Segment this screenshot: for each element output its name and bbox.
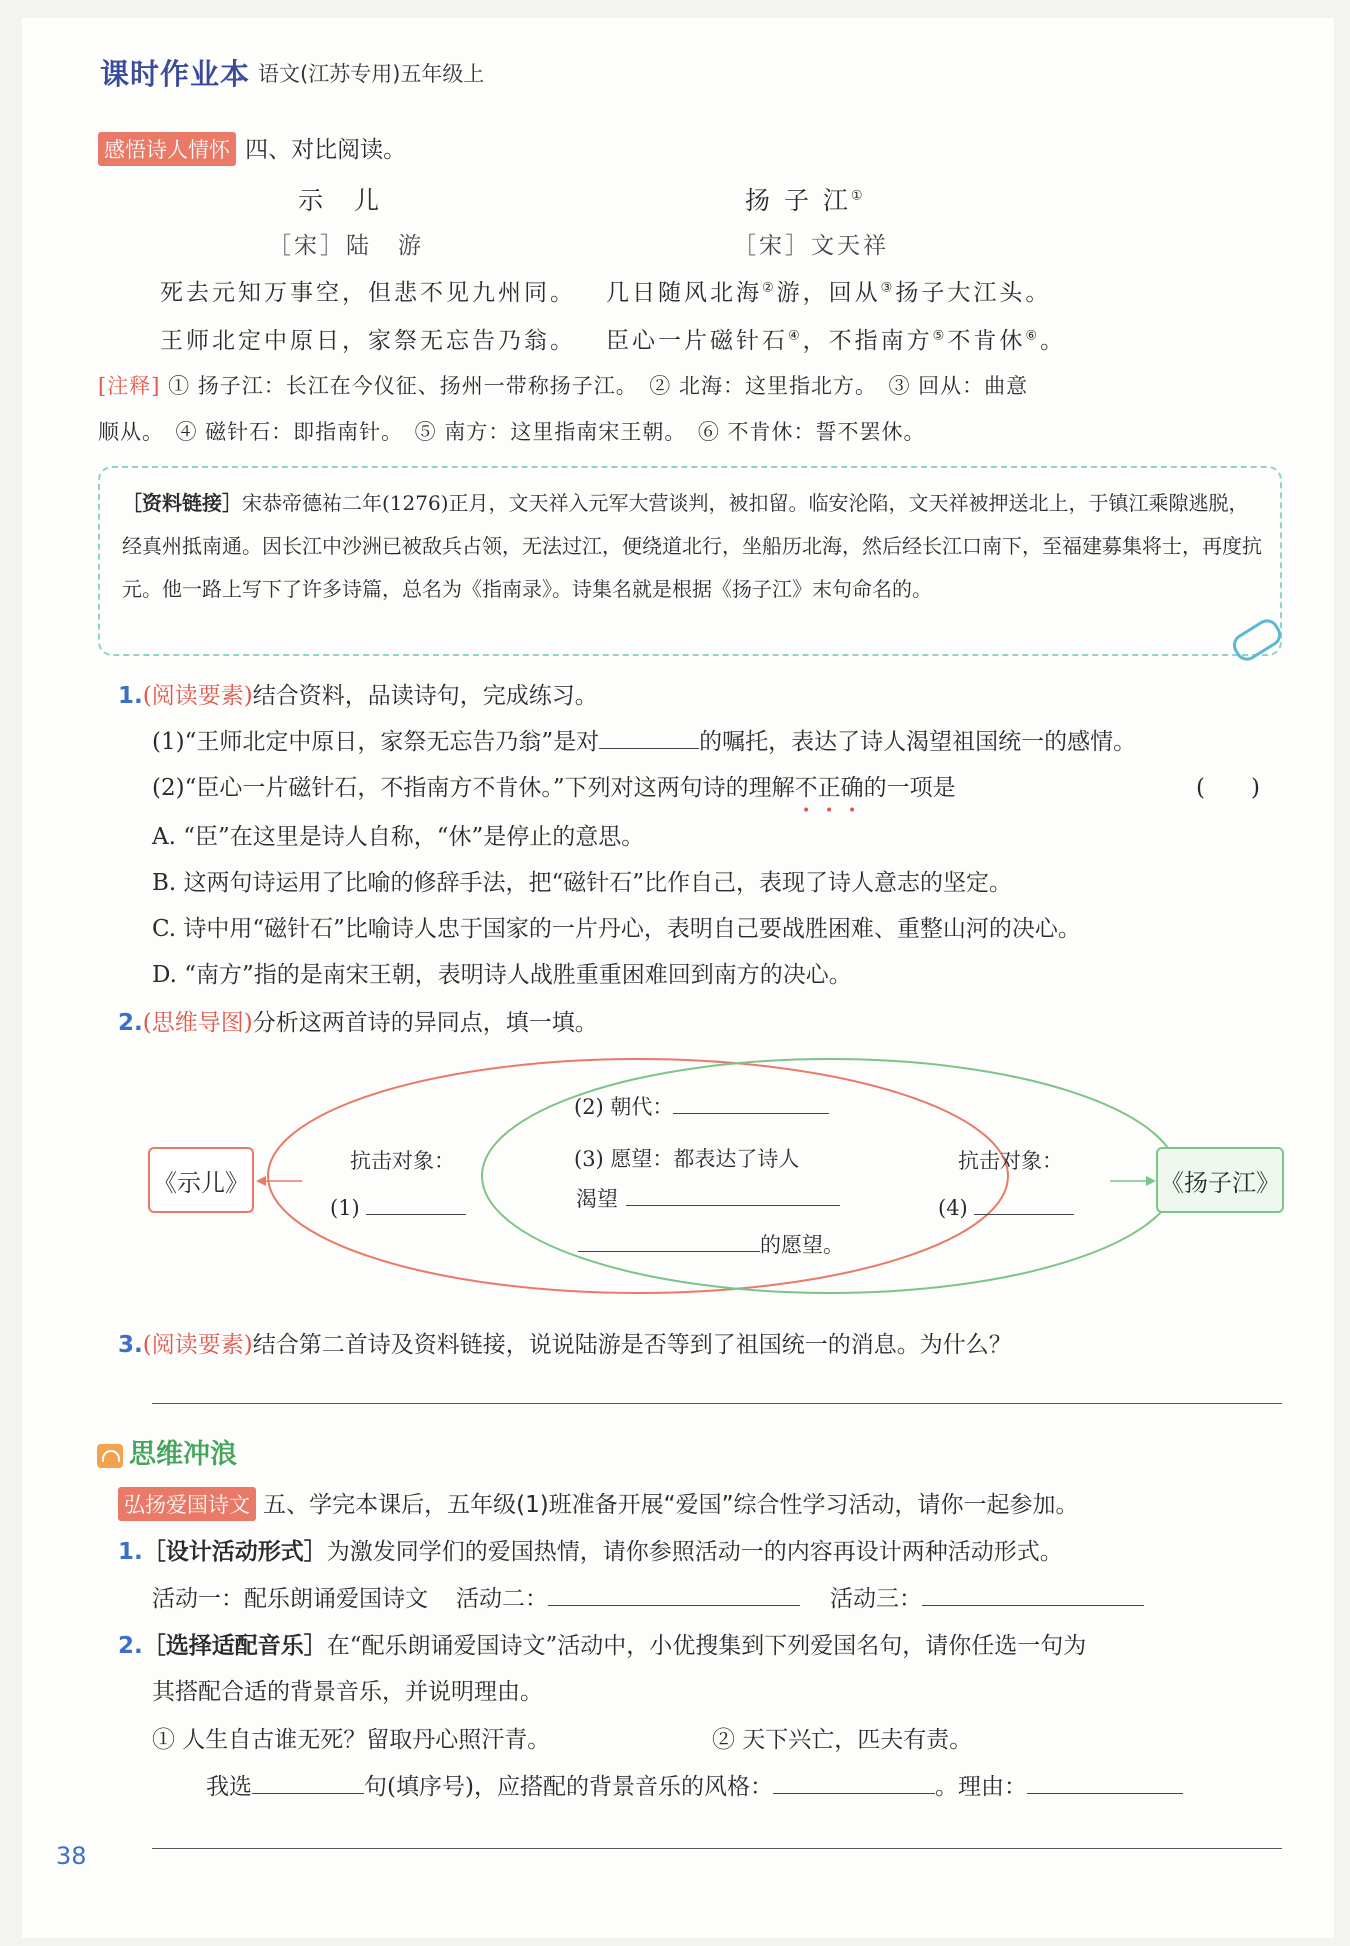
poem2-author: ［宋］文天祥 (733, 233, 889, 259)
left-target-fill: (1) (330, 1193, 466, 1220)
wave-icon (97, 1444, 123, 1468)
s5-q1: 1.［设计活动形式］为激发同学们的爱国热情，请你参照活动一的内容再设计两种活动形式。 (118, 1539, 1063, 1565)
dynasty-fill: (2) 朝代： (574, 1091, 829, 1121)
blank-1[interactable] (366, 1193, 466, 1215)
poem1-line2: 王师北定中原日，家祭无忘告乃翁。 (160, 328, 576, 354)
s5-fill-line: 我选 句(填序号)，应搭配的背景音乐的风格： 。理由： (206, 1768, 1183, 1801)
blank-4[interactable] (974, 1193, 1074, 1215)
reason-answer-line[interactable] (152, 1848, 1282, 1849)
style-blank[interactable] (773, 1770, 935, 1794)
blank-3b[interactable] (578, 1230, 760, 1252)
q1-option-a: A. “臣”在这里是诗人自称，“休”是停止的意思。 (152, 824, 645, 850)
q3-heading: 3.(阅读要素)结合第二首诗及资料链接，说说陆游是否等到了祖国统一的消息。为什么？ (118, 1332, 1012, 1358)
wish-line1: (3) 愿望：都表达了诗人 (574, 1147, 800, 1171)
section5-tag: 弘扬爱国诗文 (118, 1487, 256, 1521)
poem1-line1: 死去元知万事空，但悲不见九州同。 (160, 280, 576, 306)
q1-sub1: (1)“王师北定中原日，家祭无忘告乃翁”是对 的嘱托，表达了诗人渴望祖国统一的感情。 (152, 723, 1136, 756)
s5-q2: 2.［选择适配音乐］在“配乐朗诵爱国诗文”活动中，小优搜集到下列爱国名句，请你任选一句为 (118, 1633, 1087, 1659)
blank-3a[interactable] (626, 1184, 840, 1206)
q1-option-d: D. “南方”指的是南宋王朝，表明诗人战胜重重困难回到南方的决心。 (152, 962, 852, 988)
page-number: 38 (56, 1842, 87, 1870)
left-target-label: 抗击对象： (350, 1149, 455, 1173)
shier-box: 《示儿》 (148, 1147, 254, 1213)
wave-heading: 思维冲浪 (97, 1432, 237, 1471)
q1-answer-paren[interactable]: ( ) (1196, 775, 1260, 801)
right-target-label: 抗击对象： (958, 1149, 1063, 1173)
s5-q2-line2: 其搭配合适的背景音乐，并说明理由。 (152, 1679, 543, 1705)
reason-blank[interactable] (1027, 1770, 1183, 1794)
activity2-blank[interactable] (548, 1582, 800, 1606)
poem1-title: 示 儿 (298, 186, 383, 215)
s5-activities: 活动一：配乐朗诵爱国诗文 活动二： 活动三： (152, 1580, 1144, 1613)
right-target-fill: (4) (938, 1193, 1074, 1220)
poem2-title: 扬 子 江① (745, 186, 866, 215)
q1-sub2: (2)“臣心一片磁针石，不指南方不肯休。”下列对这两句诗的理解不正确的一项是 (152, 775, 956, 801)
poem2-line2: 臣心一片磁针石④，不指南方⑤不肯休⑥。 (606, 328, 1066, 354)
activity3-blank[interactable] (922, 1582, 1144, 1606)
q1-option-b: B. 这两句诗运用了比喻的修辞手法，把“磁针石”比作自己，表现了诗人意志的坚定。 (152, 870, 1013, 896)
wish-line3: 的愿望。 (578, 1229, 844, 1259)
notes-label: [注释] (98, 374, 161, 398)
left-arrow-head (256, 1176, 266, 1186)
q1-option-c: C. 诗中用“磁针石”比喻诗人忠于国家的一片丹心，表明自己要战胜困难、重整山河的决心。 (152, 916, 1081, 942)
q2-heading: 2.(思维导图)分析这两首诗的异同点，填一填。 (118, 1010, 598, 1036)
sentence-2: ② 天下兴亡，匹夫有责。 (712, 1727, 973, 1753)
wish-line2: 渴望 (576, 1183, 840, 1213)
poem2-line1: 几日随风北海②游，回从③扬子大江头。 (606, 280, 1052, 306)
blank-2[interactable] (673, 1092, 829, 1114)
right-arrow-head (1146, 1176, 1156, 1186)
poem1-author: ［宋］陆 游 (268, 233, 424, 259)
section4-tag: 感悟诗人情怀 (98, 132, 236, 166)
resource-text: ［资料链接］宋恭帝德祐二年(1276)正月，文天祥入元军大营谈判，被扣留。临安沦陷，文天祥被押送北上，于镇江乘隙逃脱，经真州抵南通。因长江中沙洲已被敌兵占领，无法过江，便绕道北行，坐船历北海，然后经长江口南下，至福建募集将士，再度抗元。他一路上写下了许多诗篇，总名为《指南录》。诗集名就是根据《扬子江》末句命名的。 (122, 491, 1262, 601)
book-subtitle: 语文(江苏专用)五年级上 (258, 62, 485, 86)
book-title: 课时作业本 (100, 57, 251, 91)
q1-heading: 1.(阅读要素)结合资料，品读诗句，完成练习。 (118, 683, 598, 709)
section5-heading: 弘扬爱国诗文 五、学完本课后，五年级(1)班准备开展“爱国”综合性学习活动，请你一起参加。 (118, 1486, 1079, 1521)
section4-title: 四、对比阅读。 (245, 137, 407, 163)
choice-blank[interactable] (252, 1770, 364, 1794)
notes-line1: [注释] ① 扬子江：长江在今仪征、扬州一带称扬子江。 ② 北海：这里指北方。 ③ 回从：曲意 (98, 374, 1029, 398)
q3-answer-line[interactable] (152, 1403, 1282, 1404)
notes-line2: 顺从。 ④ 磁针石：即指南针。 ⑤ 南方：这里指南宋王朝。 ⑥ 不肯休：誓不罢休。 (98, 420, 926, 444)
sentence-1: ① 人生自古谁无死？留取丹心照汗青。 (152, 1727, 551, 1753)
yangzijiang-box: 《扬子江》 (1156, 1147, 1284, 1213)
